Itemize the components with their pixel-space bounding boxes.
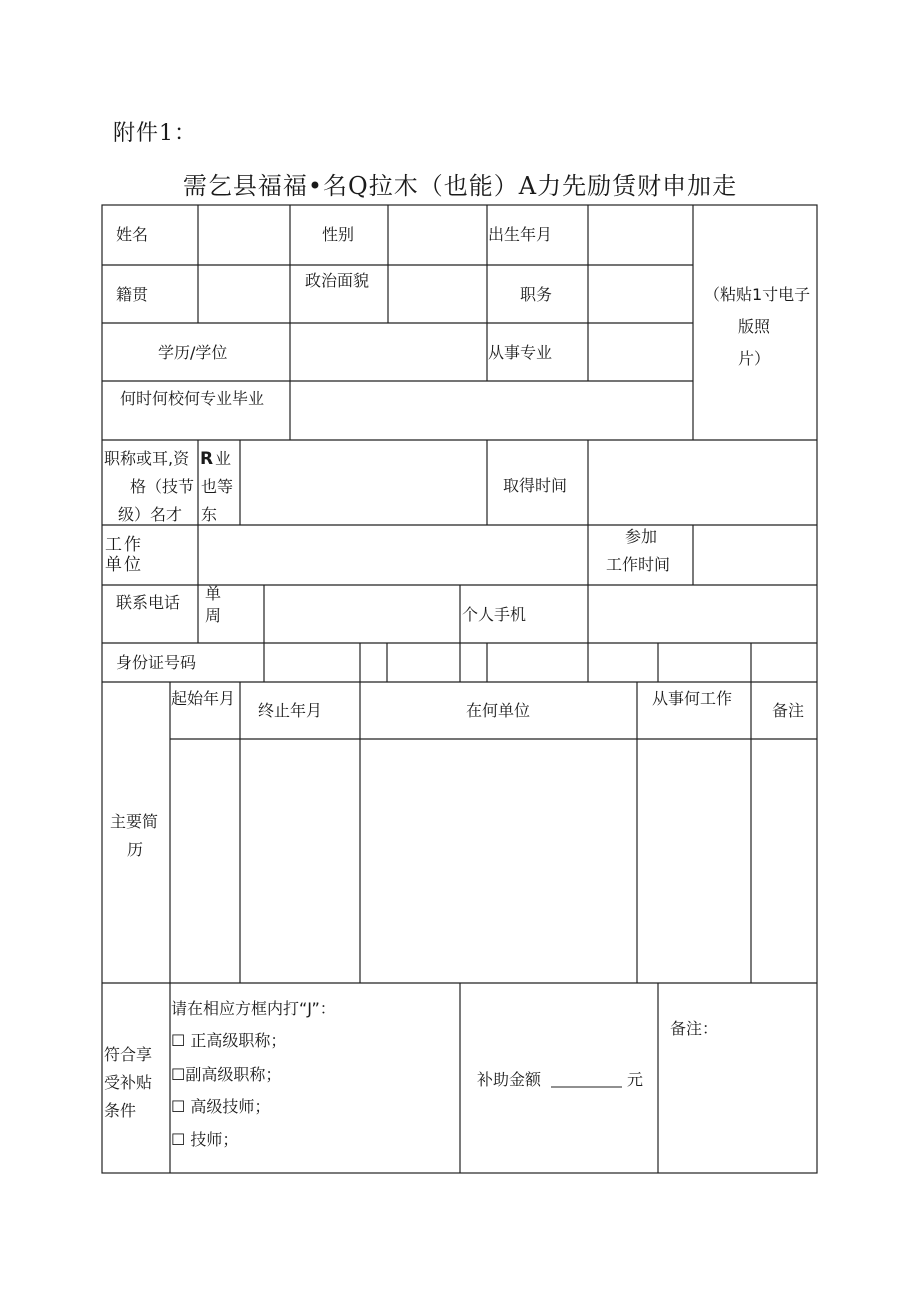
eligibility-label-line3: 条件 (104, 1101, 137, 1120)
resume-end-header: 终止年月 (258, 701, 323, 720)
unit-phone-label-line2: 周 (205, 606, 222, 625)
name-label: 姓名 (116, 225, 149, 244)
work-unit-label-line1: 工作 (105, 535, 143, 555)
level-label-line1: 业 (215, 449, 232, 468)
resume-label-line1: 主要简 (110, 812, 159, 831)
checkbox-icon[interactable]: ☐ (171, 1031, 186, 1050)
position-label: 职务 (520, 285, 553, 304)
option-senior-technician[interactable] (171, 1097, 270, 1117)
major-label: 从事专业 (488, 343, 553, 362)
resume-remark-header: 备注 (772, 701, 805, 720)
id-number-label: 身份证号码 (116, 653, 197, 672)
option-technician[interactable] (171, 1130, 238, 1150)
option-deputy-senior[interactable] (171, 1065, 281, 1085)
resume-work-header: 从事何工作 (652, 689, 733, 708)
option-full-senior[interactable] (171, 1031, 286, 1051)
title-label-line2: 格（技节 (130, 477, 195, 496)
option-label: 高级技师； (185, 1097, 271, 1116)
eligibility-label-line2: 受补贴 (104, 1073, 153, 1092)
education-label: 学历/学位 (158, 343, 228, 362)
resume-unit-header: 在何单位 (466, 701, 531, 720)
photo-note-line2: 版照 (738, 317, 771, 336)
join-work-label-line1: 参加 (625, 527, 658, 546)
native-place-label: 籍贯 (116, 285, 149, 304)
title-label-line3: 级）名才 (118, 505, 183, 524)
eligibility-instruction: 请在相应方框内打“J”： (171, 999, 336, 1018)
amount-unit: 元 (627, 1070, 644, 1089)
mobile-label: 个人手机 (462, 605, 527, 624)
title-label-line1: 职称或耳,资 (104, 449, 190, 468)
work-unit-label-line2: 单位 (105, 555, 143, 575)
checkbox-icon[interactable]: ☐ (171, 1130, 186, 1149)
level-label-line3: 东 (201, 505, 218, 524)
join-work-label-line2: 工作时间 (606, 555, 671, 574)
unit-phone-label-line1: 单 (205, 584, 222, 603)
attachment-label: 附件1： (113, 121, 197, 146)
gender-label: 性别 (322, 225, 355, 244)
level-label-line2: 也等 (201, 477, 234, 496)
obtain-time-label: 取得时间 (503, 476, 568, 495)
phone-label: 联系电话 (116, 593, 181, 612)
option-label: 正高级职称； (185, 1031, 287, 1050)
checkbox-icon[interactable]: ☐ (171, 1097, 186, 1116)
eligibility-remark-label: 备注： (670, 1019, 719, 1038)
level-mark: R (200, 449, 214, 469)
political-status-label: 政治面貌 (305, 271, 370, 290)
photo-note-line3: 片） (738, 349, 771, 368)
amount-label: 补助金额 (477, 1070, 542, 1089)
graduation-label: 何时何校何专业毕业 (120, 389, 265, 408)
form-title: 需乞县福福•名Q拉木（也能）A力先励赁财申加走 (182, 172, 738, 200)
resume-label-line2: 历 (127, 840, 144, 859)
photo-note-line1: （粘贴1寸电子 (704, 285, 811, 304)
birth-label: 出生年月 (488, 225, 553, 244)
option-label: 技师； (185, 1130, 239, 1149)
eligibility-label-line1: 符合享 (104, 1045, 153, 1064)
option-label: 副高级职称； (185, 1065, 282, 1084)
checkbox-icon[interactable]: ☐ (171, 1065, 186, 1084)
resume-start-header: 起始年月 (171, 689, 236, 708)
